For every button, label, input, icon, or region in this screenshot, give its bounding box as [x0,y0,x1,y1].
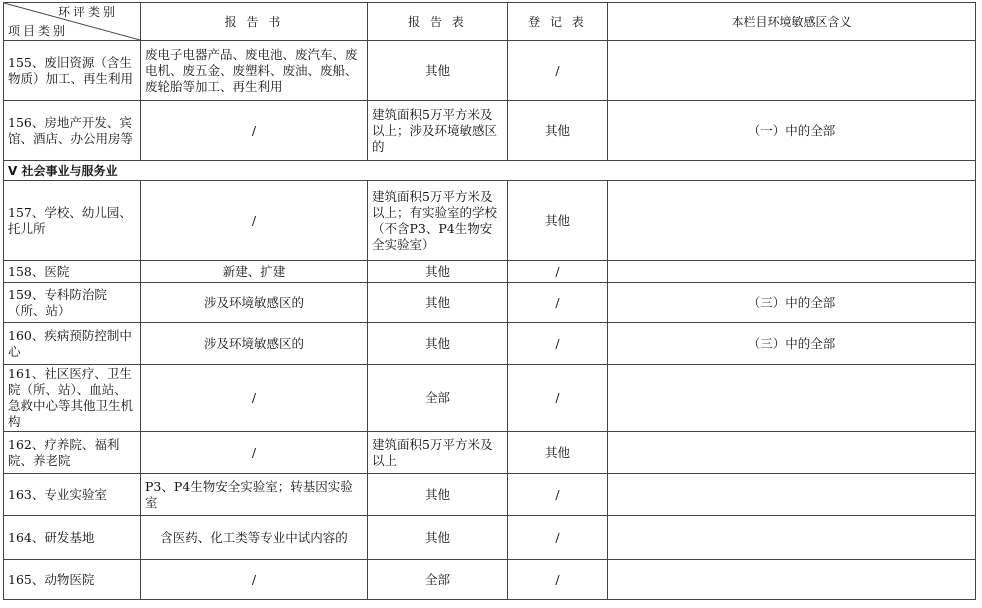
table-row [4,101,976,161]
report-form-cell: 其他 [368,261,508,283]
register-form-cell: / [508,41,608,101]
report-book-cell: 涉及环境敏感区的 [141,283,368,323]
register-form-cell: / [508,283,608,323]
report-book-cell: / [141,181,368,261]
report-form-cell: 建筑面积5万平方米及以上；涉及环境敏感区的 [368,101,508,161]
project-category-cell: 158、医院 [4,261,141,283]
table-row [4,516,976,560]
register-form-cell: / [508,516,608,560]
project-category-cell: 159、专科防治院（所、站） [4,283,141,323]
diagonal-header-cell [4,3,141,41]
table-row [4,323,976,365]
sensitive-area-cell [608,181,976,261]
report-book-cell: / [141,560,368,600]
report-book-cell: 新建、扩建 [141,261,368,283]
eia-classification-table [3,2,976,600]
sensitive-area-cell [608,432,976,474]
report-form-cell: 其他 [368,283,508,323]
register-form-cell: 其他 [508,181,608,261]
table-row [4,365,976,432]
table-row [4,181,976,261]
report-book-cell: / [141,101,368,161]
sensitive-area-cell [608,41,976,101]
table-row [4,41,976,101]
table-row [4,283,976,323]
table-row [4,474,976,516]
register-form-cell: / [508,323,608,365]
sensitive-area-cell [608,474,976,516]
header-sensitive-area: 本栏目环境敏感区含义 [608,3,976,41]
table-row [4,432,976,474]
header-register-form: 登 记 表 [508,3,608,41]
section-title: V 社会事业与服务业 [4,161,976,181]
report-form-cell: 建筑面积5万平方米及以上 [368,432,508,474]
header-report-form: 报 告 表 [368,3,508,41]
report-form-cell: 建筑面积5万平方米及以上；有实验室的学校（不含P3、P4生物安全实验室） [368,181,508,261]
project-category-cell: 165、动物医院 [4,560,141,600]
report-form-cell: 其他 [368,516,508,560]
project-category-cell: 157、学校、幼儿园、托儿所 [4,181,141,261]
register-form-cell: 其他 [508,101,608,161]
register-form-cell: / [508,560,608,600]
table-row [4,560,976,600]
table-row [4,261,976,283]
project-category-cell: 162、疗养院、福利院、养老院 [4,432,141,474]
project-category-cell: 156、房地产开发、宾馆、酒店、办公用房等 [4,101,141,161]
project-category-cell: 160、疾病预防控制中心 [4,323,141,365]
header-row [4,3,976,41]
register-form-cell: 其他 [508,432,608,474]
report-book-cell: 含医药、化工类等专业中试内容的 [141,516,368,560]
report-book-cell: P3、P4生物安全实验室；转基因实验室 [141,474,368,516]
report-form-cell: 全部 [368,560,508,600]
report-book-cell: / [141,365,368,432]
header-project-category: 项目类别 [8,24,69,38]
project-category-cell: 163、专业实验室 [4,474,141,516]
sensitive-area-cell [608,516,976,560]
report-form-cell: 其他 [368,323,508,365]
project-category-cell: 164、研发基地 [4,516,141,560]
report-book-cell: / [141,432,368,474]
sensitive-area-cell: （三）中的全部 [608,283,976,323]
register-form-cell: / [508,474,608,516]
report-form-cell: 全部 [368,365,508,432]
report-form-cell: 其他 [368,474,508,516]
report-book-cell: 废电子电器产品、废电池、废汽车、废电机、废五金、废塑料、废油、废船、废轮胎等加工、再生利用 [141,41,368,101]
project-category-cell: 155、废旧资源（含生物质）加工、再生利用 [4,41,141,101]
sensitive-area-cell [608,261,976,283]
register-form-cell: / [508,261,608,283]
sensitive-area-cell [608,365,976,432]
register-form-cell: / [508,365,608,432]
section-row [4,161,976,181]
header-eia-category: 环评类别 [57,5,118,19]
header-report-book: 报 告 书 [141,3,368,41]
report-book-cell: 涉及环境敏感区的 [141,323,368,365]
sensitive-area-cell: （三）中的全部 [608,323,976,365]
project-category-cell: 161、社区医疗、卫生院（所、站）、血站、急救中心等其他卫生机构 [4,365,141,432]
sensitive-area-cell [608,560,976,600]
report-form-cell: 其他 [368,41,508,101]
sensitive-area-cell: （一）中的全部 [608,101,976,161]
